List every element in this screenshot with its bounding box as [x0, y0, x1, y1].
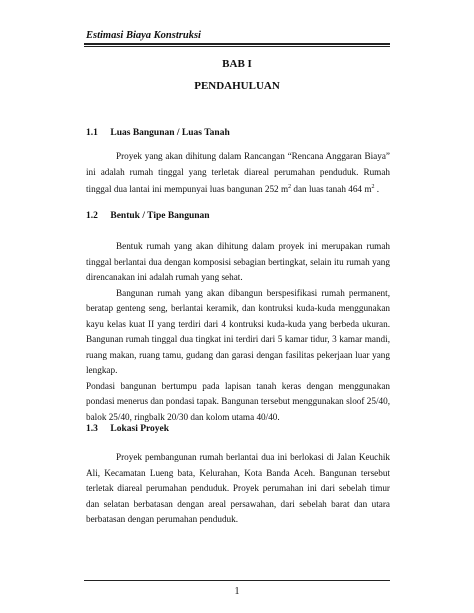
section-number: 1.2: [86, 211, 98, 221]
section-number: 1.1: [86, 128, 98, 138]
section-1-1-body: [86, 149, 390, 198]
header-rule-thin: [84, 46, 390, 47]
footer-rule: [84, 580, 390, 581]
chapter-title: PENDAHULUAN: [194, 80, 280, 92]
paragraph: Pondasi bangunan bertumpu pada lapisan tanah keras dengan menggunakan pondasi menerus dan pondasi tapak. Bangunan tersebut menggunakan sloof 25/40, balok 25/40, ringbalk 20/30 dan kolom utama 40/40.: [86, 380, 390, 422]
text-end: .: [374, 184, 380, 195]
section-1-3-body: [86, 450, 390, 528]
paragraph: Bentuk rumah yang akan dihitung dalam proyek ini merupakan rumah tinggal berlantai dua dengan komposisi sebagian bertingkat, selain itu rumah yang direncanakan ini adalah rumah yang sehat.: [86, 241, 390, 282]
superscript: 2: [288, 184, 292, 190]
section-heading-1-2: [86, 211, 210, 221]
section-1-2-body: [86, 239, 390, 425]
running-header: Estimasi Biaya Konstruksi: [86, 30, 201, 41]
section-title: Lokasi Proyek: [110, 424, 170, 434]
paragraph: [86, 149, 390, 198]
section-number: 1.3: [86, 424, 98, 434]
superscript: 2: [371, 184, 375, 190]
section-heading-1-1: [86, 128, 230, 138]
paragraph: Proyek pembangunan rumah berlantai dua ini berlokasi di Jalan Keuchik Ali, Kecamatan Lueng bata, Kelurahan, Kota Banda Aceh. Bangunan tersebut terletak diareal perumahan penduduk. Proyek perumahan ini dari sebelah timur dan selatan berbatasan dengan areal persawahan, dari sebelah barat dan utara berbatasan dengan perumahan penduduk.: [86, 452, 390, 524]
section-title: Luas Bangunan / Luas Tanah: [110, 128, 230, 138]
page-number: 1: [234, 586, 240, 597]
header-rule-thick: [84, 43, 390, 45]
chapter-number: BAB I: [222, 58, 252, 70]
text-prefix: Proyek yang akan dihitung dalam Rancangan “Rencana Anggaran Biaya” ini adalah rumah tinggal yang terletak diareal perumahan penduduk. Rumah tinggal dua lantai ini mempunyai luas bangunan 252 m: [86, 151, 390, 195]
section-title: Bentuk / Tipe Bangunan: [110, 211, 210, 221]
text-mid: dan luas tanah 464 m: [291, 184, 372, 195]
paragraph: Bangunan rumah yang akan dibangun berspesifikasi rumah permanent, beratap genteng seng, berlantai keramik, dan kontruksi kuda-kuda menggunakan kayu kelas kuat II yang terdiri dari 4 kontruksi kuda-kuda yang berbeda ukuran. Bangunan rumah tinggal dua tingkat ini terdiri dari 5 kamar tidur, 3 kamar mandi, ruang makan, ruang tamu, gudang dan garasi dengan fasilitas pekerjaan luar yang lengkap.: [86, 287, 390, 375]
section-heading-1-3: [86, 424, 169, 434]
